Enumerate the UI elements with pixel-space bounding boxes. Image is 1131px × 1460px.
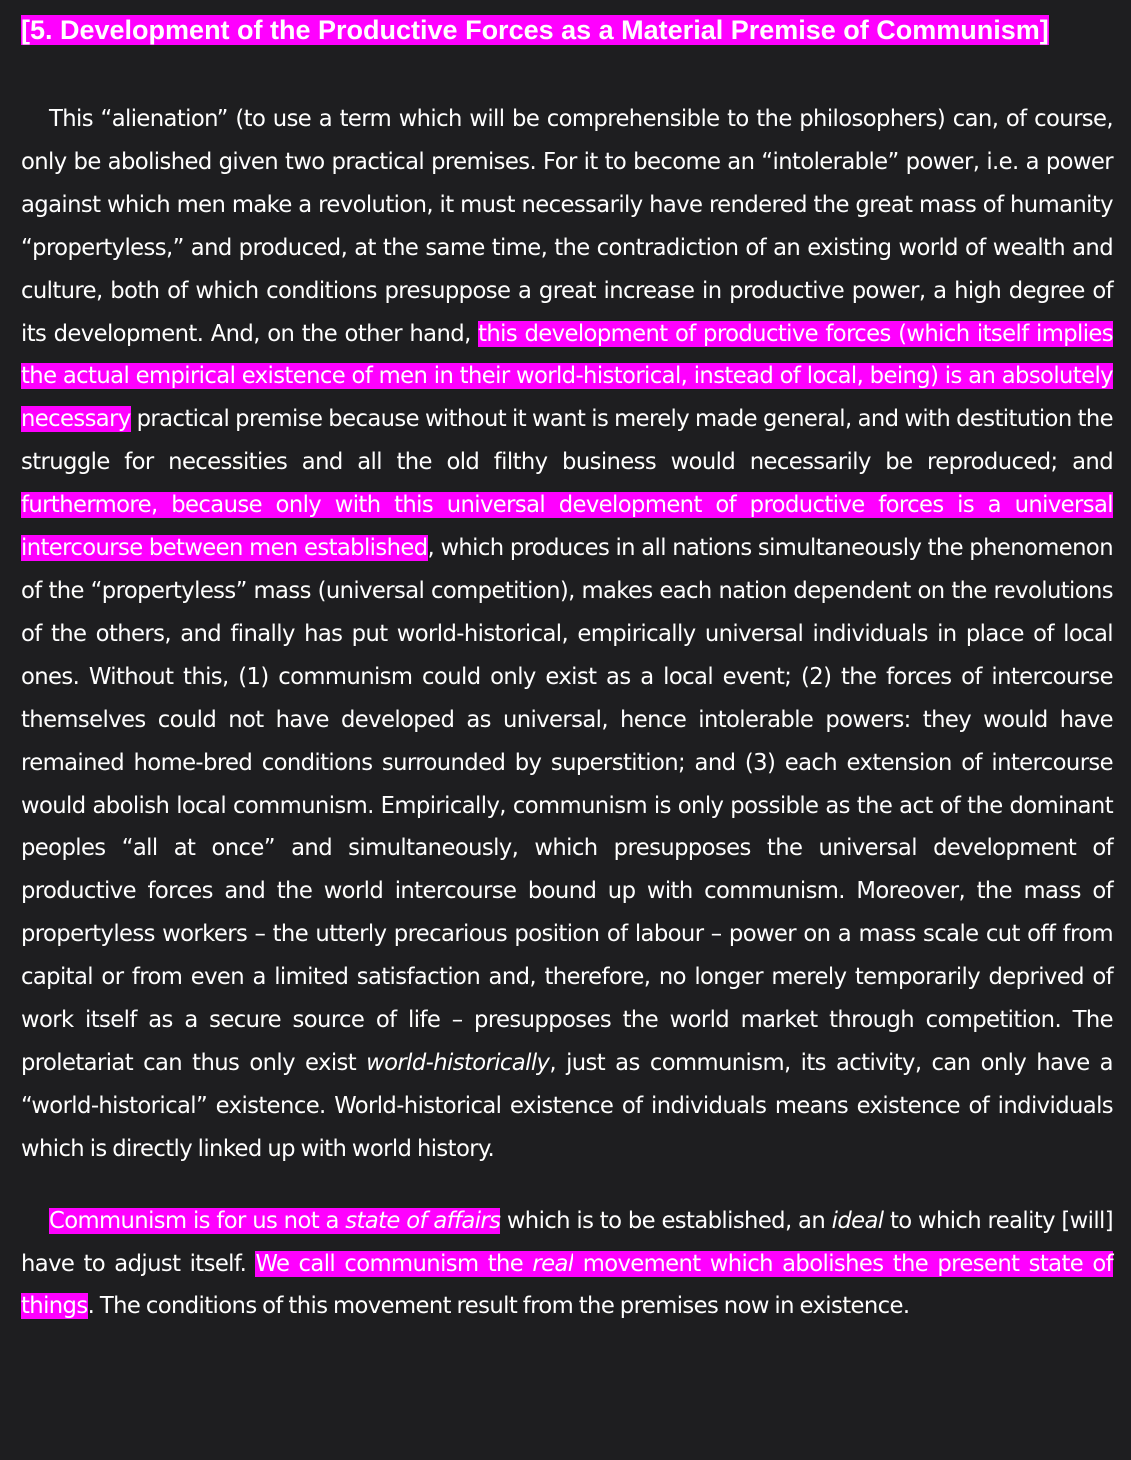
p1-text-4: , just as communism, its activity, can only have a “world-historical” existence. World-historical existence of individuals means existence of individuals which is directly linked up with world history. (21, 1049, 1113, 1162)
p1-highlight-1: this development of productive forces (which itself implies the actual empirical existence of men in their world-historical, instead of local, being) is an absolutely necessary (21, 320, 1113, 433)
p2-text-3: . The conditions of this movement result from the premises now in existence. (87, 1293, 910, 1320)
heading-highlight: [5. Development of the Productive Forces as a Material Premise of Communism] (21, 15, 1049, 45)
p2-highlight-1: Communism is for us not a (49, 1207, 346, 1234)
p1-highlight-2: furthermore, because only with this universal development of productive forces is a universal intercourse between men established (21, 492, 1113, 562)
p2-text-1: which is to be established, an (500, 1207, 832, 1234)
p2-highlight-2: We call communism the (255, 1250, 533, 1277)
p2-text-2: to which reality [will] have to adjust itself. (21, 1207, 1113, 1277)
p2-italic-ideal: ideal (831, 1207, 884, 1234)
p1-text-3: , which produces in all nations simultaneously the phenomenon of the “propertyless” mass (universal competition), makes each nation dependent on the revolutions of the others, and finally has put world-historical, empirically universal individuals in place of local ones. Without this, (1) communism could only exist as a local event; (2) the forces of intercourse themselves could not have developed as universal, hence intolerable powers: they would have remained home-bred conditions surrounded by superstition; and (3) each extension of intercourse would abolish local communism. Empirically, communism is only possible as the act of the dominant peoples “all at once” and simultaneously, which presupposes the universal development of productive forces and the world intercourse bound up with communism. Moreover, the mass of propertyless workers – the utterly precarious position of labour – power on a mass scale cut off from capital or from even a limited satisfaction and, therefore, no longer merely temporarily deprived of work itself as a secure source of life – presupposes the world market through competition. The proletariat can thus only exist (21, 535, 1113, 1076)
paragraph-1 (21, 98, 1113, 1171)
p1-text-2: practical premise because without it want is merely made general, and with destitution the struggle for necessities and all the old filthy business would necessarily be reproduced; and (21, 406, 1113, 476)
p2-highlight-italic-state-of-affairs: state of affairs (345, 1207, 501, 1234)
paragraph-2 (21, 1200, 1113, 1329)
p1-text-1: This “alienation” (to use a term which will be comprehensible to the philosophers) can, of course, only be abolished given two practical premises. For it to become an “intolerable” power, i.e. a power against which men make a revolution, it must necessarily have rendered the great mass of humanity “propertyless,” and produced, at the same time, the contradiction of an existing world of wealth and culture, both of which conditions presuppose a great increase in productive power, a high degree of its development. And, on the other hand, (21, 106, 1113, 347)
p2-highlight-3: movement which abolishes the present state of things (21, 1250, 1113, 1320)
section-heading (21, 10, 1113, 50)
p1-italic-world-historically: world-historically (366, 1049, 550, 1076)
p2-highlight-italic-real: real (532, 1250, 574, 1277)
